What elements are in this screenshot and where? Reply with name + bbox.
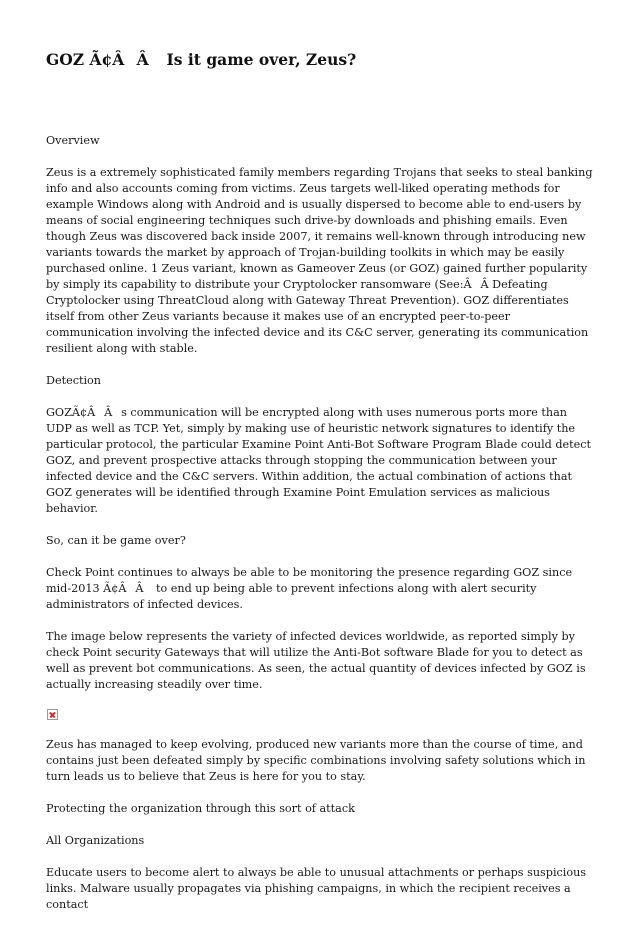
paragraph-detection: GOZÃ¢ÂÂs communication will be encrypted along with uses numerous ports more than UDP as well as TCP. Yet, simply by making use of heuristic network signatures to identify the particular protocol, the particular Examine Point Anti-Bot Software Program Blade could detect GOZ, and prevent prospective attacks through stopping the communication between your infected device and the C&C servers. Within addition, the actual combination of actions that GOZ generates will be identified through Examine Point Emulation services as malicious behavior. (46, 406, 592, 515)
broken-image-icon (47, 709, 58, 720)
paragraph-zeus-intro: Zeus is a extremely sophisticated family members regarding Trojans that seeks to steal banking info and also accounts coming from victims. Zeus targets well-liked operating methods for example Windows along with Android and is usually dispersed to become able to end-users by means of social engineering techniques such drive-by downloads and phishing emails. Even though Zeus was discovered back inside 2007, it remains well-known through introducing new variants towards the market by approach of Trojan-building toolkits in which may be easily purchased online. 1 Zeus variant, known as Gameover Zeus (or GOZ) gained further popularity by simply its capability to distribute your Cryptolocker ransomware (See:ÂÂ Defeating Cryptolocker using ThreatCloud along with Gateway Threat Prevention). GOZ differentiates itself from other Zeus variants because it makes use of an encrypted peer-to-peer communication involving the infected device and its C&C server, generating its communication resilient along with stable. (46, 166, 593, 355)
heading-overview: Overview (46, 134, 100, 147)
page-title: GOZ Ã¢ÂÂ Is it game over, Zeus? (46, 50, 357, 69)
article-body (46, 133, 594, 929)
broken-image (46, 709, 594, 737)
paragraph-educate-users: Educate users to become alert to always be able to unusual attachments or perhaps suspicious links. Malware usually propagates via phishing campaigns, in which the recipient receives a contact (46, 866, 587, 911)
heading-all-organizations: All Organizations (46, 834, 145, 847)
heading-detection: Detection (46, 374, 101, 387)
heading-protecting: Protecting the organization through this sort of attack (46, 802, 355, 815)
paragraph-image-description: The image below represents the variety of infected devices worldwide, as reported simply by check Point security Gateways that will utilize the Anti-Bot software Blade for you to detect as well as prevent bot communications. As seen, the actual quantity of devices infected by GOZ is actually increasing steadily over time. (46, 630, 586, 691)
heading-game-over: So, can it be game over? (46, 534, 186, 547)
paragraph-zeus-evolving: Zeus has managed to keep evolving, produced new variants more than the course of time, and contains just been defeated simply by specific combinations involving safety solutions which in turn leads us to believe that Zeus is here for you to stay. (46, 738, 586, 783)
paragraph-check-point: Check Point continues to always be able to be monitoring the presence regarding GOZ since mid-2013 Ã¢ÂÂ to end up being able to prevent infections along with alert security administrators of infected devices. (46, 566, 573, 611)
